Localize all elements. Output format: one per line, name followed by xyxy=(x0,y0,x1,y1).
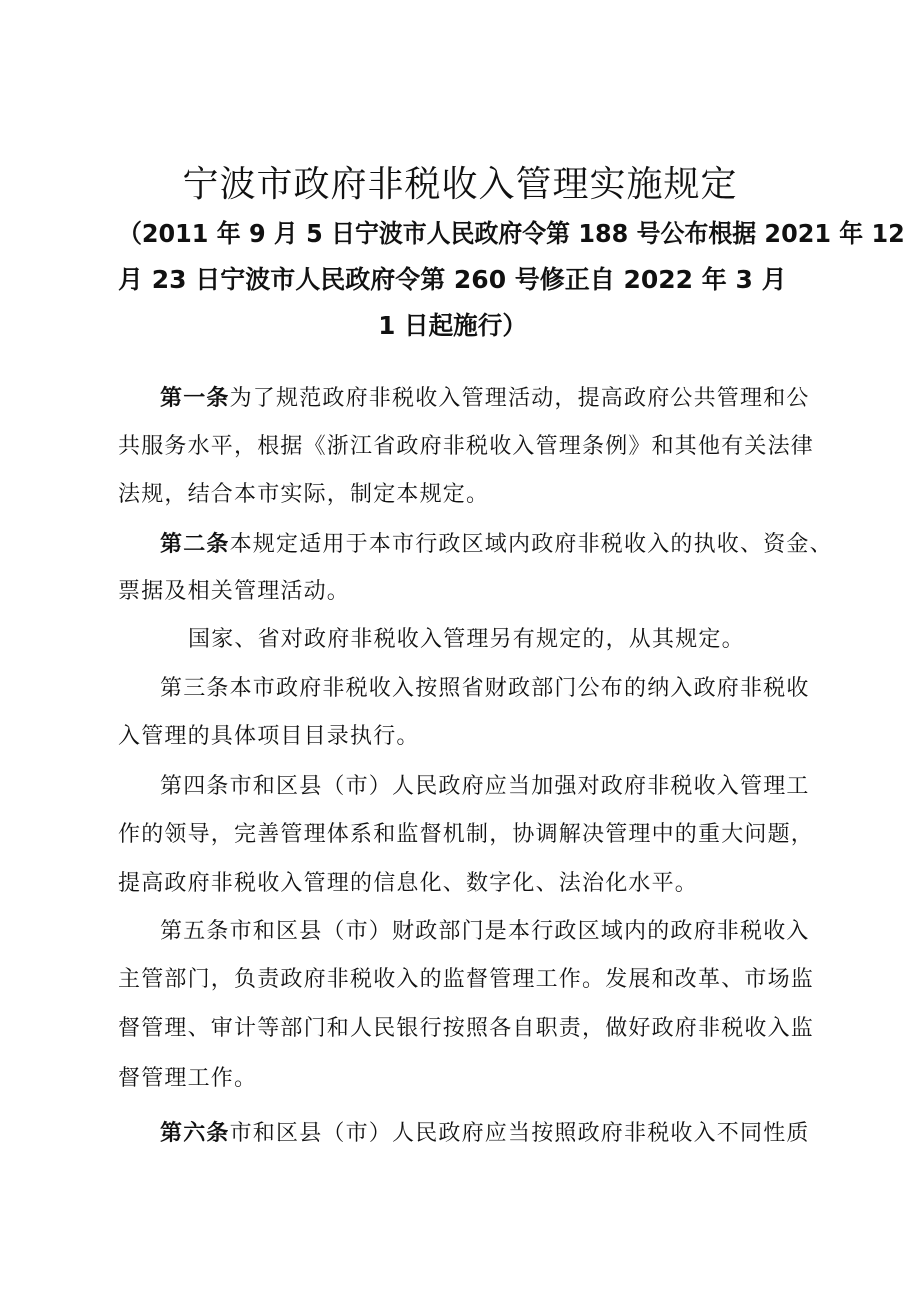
article-4-line-2: 作的领导，完善管理体系和监督机制，协调解决管理中的重大问题， xyxy=(118,822,815,847)
article-1-text: 为了规范政府非税收入管理活动，提高政府公共管理和公 xyxy=(229,386,810,411)
article-2-line-3: 国家、省对政府非税收入管理另有规定的，从其规定。 xyxy=(188,627,745,652)
article-1-line-1 xyxy=(160,381,810,412)
article-1-label: 第一条 xyxy=(160,386,230,411)
document-title: 宁波市政府非税收入管理实施规定 xyxy=(182,164,738,205)
article-2-line-2: 票据及相关管理活动。 xyxy=(118,579,351,604)
article-3-line-2: 入管理的具体项目目录执行。 xyxy=(118,724,420,749)
article-5-line-4: 督管理工作。 xyxy=(118,1066,258,1091)
article-2-text: 本规定适用于本市行政区域内政府非税收入的执收、资金、 xyxy=(229,532,833,557)
article-2-line-1 xyxy=(160,527,833,558)
subtitle-line-3: 1 日起施行） xyxy=(378,311,527,340)
subtitle-line-2: 月 23 日宁波市人民政府令第 260 号修正自 2022 年 3 月 xyxy=(118,265,787,294)
article-3-line-1: 第三条本市政府非税收入按照省财政部门公布的纳入政府非税收 xyxy=(160,676,810,701)
article-1-line-3: 法规，结合本市实际，制定本规定。 xyxy=(118,482,490,507)
subtitle-line-1: （2011 年 9 月 5 日宁波市人民政府令第 188 号公布根据 2021 年 12 xyxy=(118,219,905,248)
article-1-line-2: 共服务水平，根据《浙江省政府非税收入管理条例》和其他有关法律 xyxy=(118,434,815,459)
article-6-label: 第六条 xyxy=(160,1121,230,1146)
article-6-text: 市和区县（市）人民政府应当按照政府非税收入不同性质 xyxy=(229,1121,810,1146)
article-5-line-1: 第五条市和区县（市）财政部门是本行政区域内的政府非税收入 xyxy=(160,919,810,944)
article-2-label: 第二条 xyxy=(160,532,230,557)
article-6-line-1 xyxy=(160,1116,810,1147)
article-5-line-2: 主管部门，负责政府非税收入的监督管理工作。发展和改革、市场监 xyxy=(118,967,815,992)
article-4-line-3: 提高政府非税收入管理的信息化、数字化、法治化水平。 xyxy=(118,871,699,896)
article-4-line-1: 第四条市和区县（市）人民政府应当加强对政府非税收入管理工 xyxy=(160,774,810,799)
article-5-line-3: 督管理、审计等部门和人民银行按照各自职责，做好政府非税收入监 xyxy=(118,1016,815,1041)
